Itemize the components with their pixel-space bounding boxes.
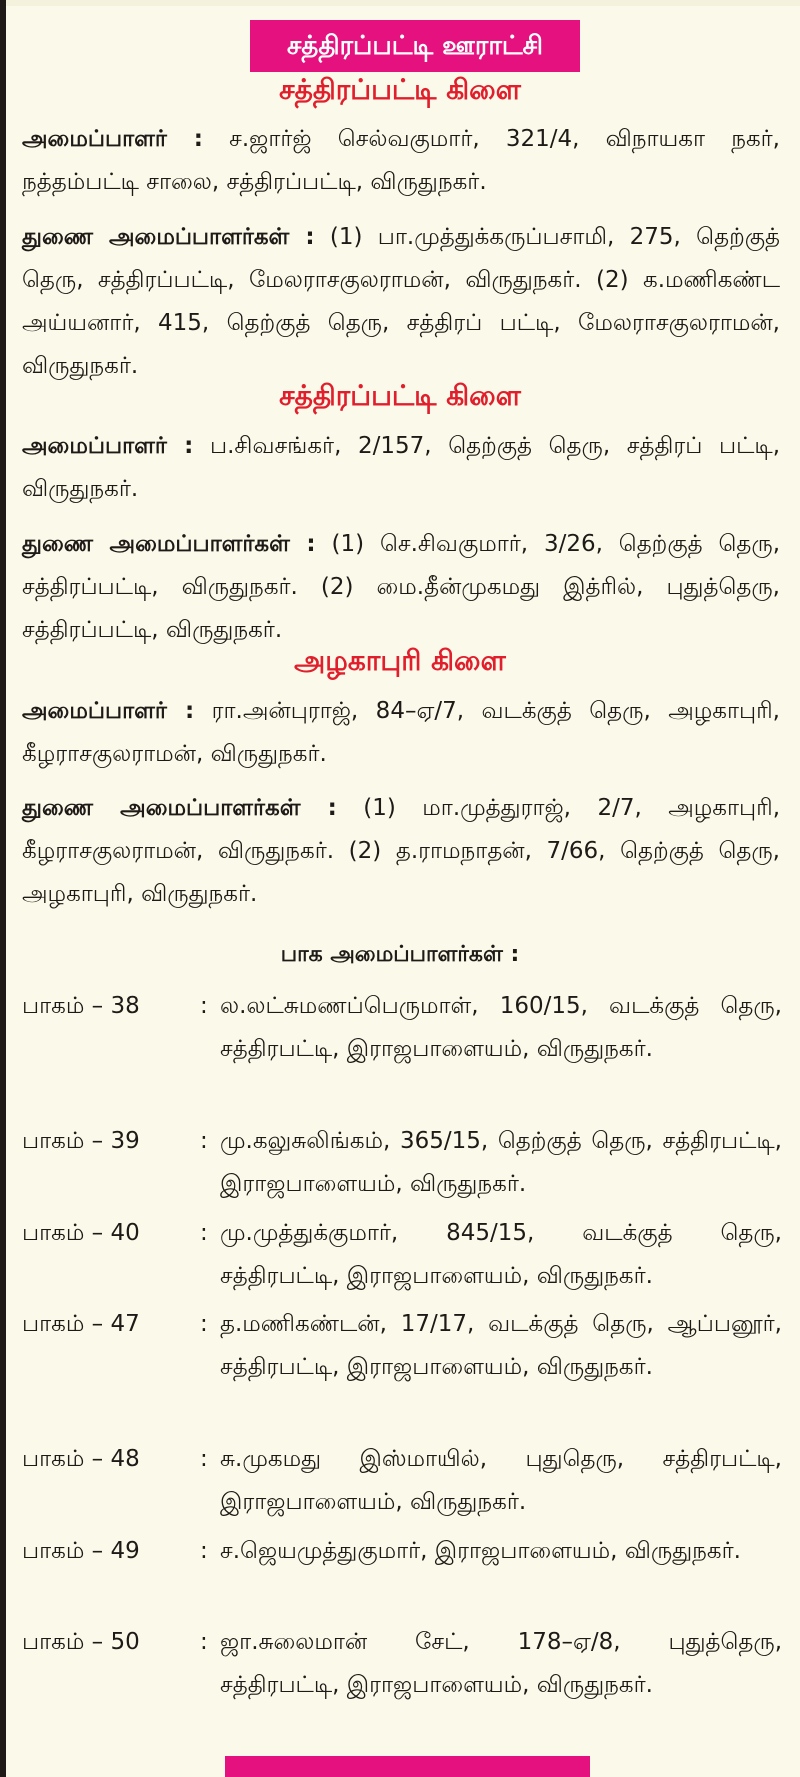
booth-address: ல.லட்சுமணப்பெருமாள், 160/15, வடக்குத் தெரு, சத்திரபட்டி, இராஜபாளையம், விருதுநகர். [220,993,782,1062]
separator-colon: : [200,1629,208,1655]
booth-number: பாகம் – 49 [22,1538,140,1564]
separator-colon: : [200,993,208,1019]
separator-colon: : [200,1311,208,1337]
booth-number: பாகம் – 40 [22,1220,140,1246]
deputy-text: (1) செ.சிவகுமார், 3/26, தெற்குத் தெரு, சத்திரப்பட்டி, விருதுநகர். (2) மை.தீன்முகமது இத்ரில், புதுத்தெரு, சத்திரப்பட்டி, விருதுநகர். [22,531,781,643]
section-title-1: சத்திரப்பட்டி கிளை [279,73,521,106]
booth-number: பாகம் – 48 [22,1446,140,1472]
organizer-label: அமைப்பாளர் : [22,126,203,152]
deputy-text: (1) பா.முத்துக்கருப்பசாமி, 275, தெற்குத் தெரு, சத்திரப்பட்டி, மேலராசகுலராமன், விருதுநகர். (2) க.மணிகண்ட அய்யனார், 415, தெற்குத் தெரு, சத்திரப் பட்டி, மேலராசகுலராமன், விருதுநகர். [22,224,781,379]
top-divider [0,0,800,6]
section-1-deputies [22,216,780,388]
left-border-line [0,0,6,1777]
separator-colon: : [200,1128,208,1154]
deputy-text: (1) மா.முத்துராஜ், 2/7, அழகாபுரி, கீழராசகுலராமன், விருதுநகர். (2) த.ராமநாதன், 7/66, தெற்குத் தெரு, அழகாபுரி, விருதுநகர். [22,795,781,907]
organizer-text: ப.சிவசங்கர், 2/157, தெற்குத் தெரு, சத்திரப் பட்டி, விருதுநகர். [22,433,781,502]
booth-number: பாகம் – 39 [22,1128,140,1154]
section-1-organizer [22,118,780,204]
organizer-text: ரா.அன்புராஜ், 84–ஏ/7, வடக்குத் தெரு, அழகாபுரி, கீழராசகுலராமன், விருதுநகர். [22,698,780,767]
panchayat-banner: சத்திரப்பட்டி ஊராட்சி [250,20,580,72]
separator-colon: : [200,1538,208,1564]
booth-address: த.மணிகண்டன், 17/17, வடக்குத் தெரு, ஆப்பனூர், சத்திரபட்டி, இராஜபாளையம், விருதுநகர். [220,1311,782,1380]
booth-number: பாகம் – 38 [22,993,140,1019]
organizer-label: அமைப்பாளர் : [22,433,194,459]
section-2-deputies [22,523,780,652]
booth-number: பாகம் – 47 [22,1311,140,1337]
booth-number: பாகம் – 50 [22,1629,140,1655]
next-banner-edge [225,1756,590,1777]
section-title-3: அழகாபுரி கிளை [294,644,506,677]
separator-colon: : [200,1446,208,1472]
deputy-label: துணை அமைப்பாளர்கள் : [22,795,337,821]
booth-organizers-heading: பாக அமைப்பாளர்கள் : [280,942,520,967]
section-title-2: சத்திரப்பட்டி கிளை [279,379,521,412]
deputy-label: துணை அமைப்பாளர்கள் : [22,224,315,250]
section-3-organizer [22,690,780,776]
deputy-label: துணை அமைப்பாளர்கள் : [22,531,316,557]
booth-address: ஜா.சுலைமான் சேட், 178–ஏ/8, புதுத்தெரு, சத்திரபட்டி, இராஜபாளையம், விருதுநகர். [220,1629,782,1698]
organizer-text: ச.ஜார்ஜ் செல்வகுமார், 321/4, விநாயகா நகர், நத்தம்பட்டி சாலை, சத்திரப்பட்டி, விருதுநகர். [22,126,780,195]
booth-address: மு.கலுசுலிங்கம், 365/15, தெற்குத் தெரு, சத்திரபட்டி, இராஜபாளையம், விருதுநகர். [220,1128,782,1197]
section-3-deputies [22,787,780,916]
booth-address: ச.ஜெயமுத்துகுமார், இராஜபாளையம், விருதுநகர். [220,1538,741,1564]
separator-colon: : [200,1220,208,1246]
section-2-organizer [22,425,780,511]
booth-address: சு.முகமது இஸ்மாயில், புதுதெரு, சத்திரபட்டி, இராஜபாளையம், விருதுநகர். [220,1446,782,1515]
booth-address: மு.முத்துக்குமார், 845/15, வடக்குத் தெரு, சத்திரபட்டி, இராஜபாளையம், விருதுநகர். [220,1220,782,1289]
organizer-label: அமைப்பாளர் : [22,698,195,724]
